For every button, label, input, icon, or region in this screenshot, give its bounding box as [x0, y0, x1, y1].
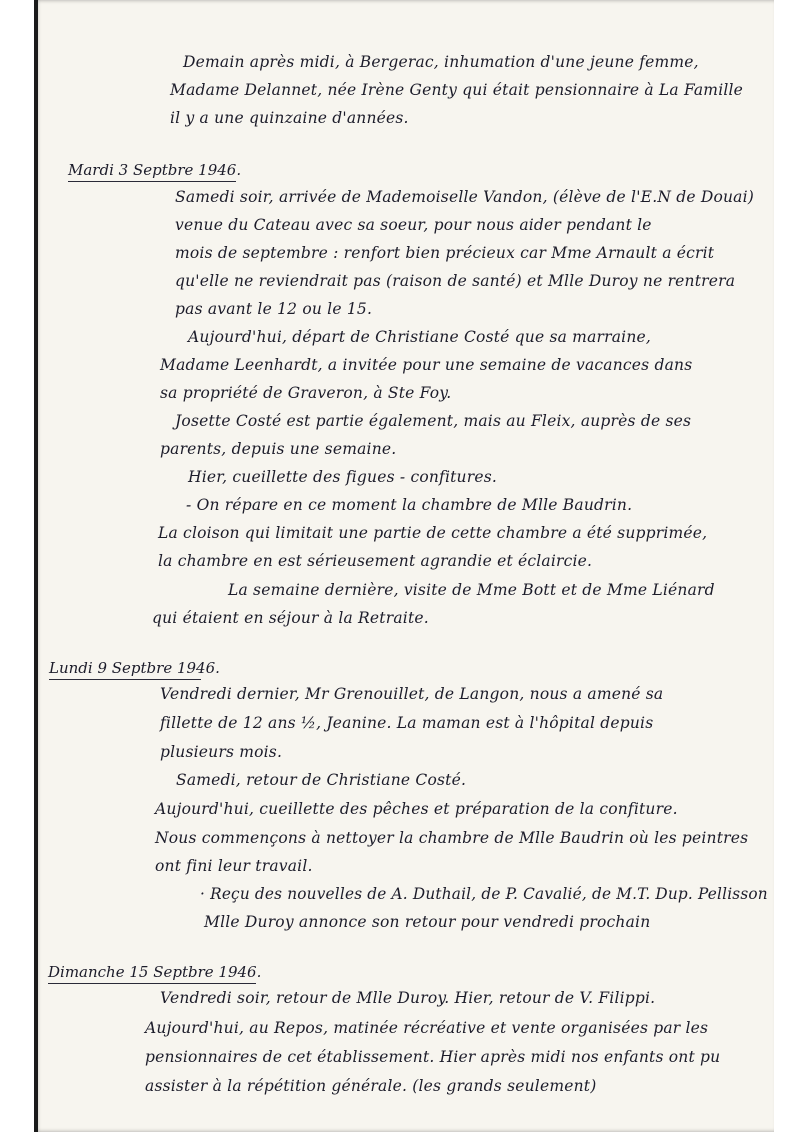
- entry-date: Dimanche 15 Septbre 1946.: [48, 963, 262, 981]
- entry-date: Lundi 9 Septbre 1946.: [49, 659, 220, 677]
- text-line: Samedi, retour de Christiane Costé.: [176, 771, 467, 789]
- text-line: fillette de 12 ans ½, Jeanine. La maman est à l'hôpital depuis: [160, 714, 654, 732]
- text-line: Madame Delannet, née Irène Genty qui était pensionnaire à La Famille: [170, 81, 744, 99]
- date-underline: [49, 679, 201, 680]
- text-line: qu'elle ne reviendrait pas (raison de santé) et Mlle Duroy ne rentrera: [175, 272, 736, 290]
- text-line: ont fini leur travail.: [155, 857, 313, 875]
- text-line: sa propriété de Graveron, à Ste Foy.: [160, 384, 452, 402]
- text-line: Aujourd'hui, cueillette des pêches et préparation de la confiture.: [155, 800, 678, 818]
- text-line: Samedi soir, arrivée de Mademoiselle Vandon, (élève de l'E.N de Douai): [175, 188, 755, 206]
- text-line: assister à la répétition générale. (les grands seulement): [145, 1077, 597, 1095]
- date-underline: [68, 181, 236, 182]
- text-line: parents, depuis une semaine.: [160, 440, 397, 458]
- text-line: venue du Cateau avec sa soeur, pour nous aider pendant le: [175, 216, 652, 234]
- text-line: la chambre en est sérieusement agrandie et éclaircie.: [158, 552, 593, 570]
- text-line: Mlle Duroy annonce son retour pour vendredi prochain: [204, 913, 651, 931]
- text-line: pas avant le 12 ou le 15.: [175, 300, 373, 318]
- text-line: - On répare en ce moment la chambre de Mlle Baudrin.: [186, 496, 633, 514]
- text-line: Aujourd'hui, départ de Christiane Costé que sa marraine,: [188, 328, 652, 346]
- text-line: · Reçu des nouvelles de A. Duthail, de P. Cavalié, de M.T. Dup. Pellisson: [200, 885, 768, 903]
- text-line: Demain après midi, à Bergerac, inhumation d'une jeune femme,: [183, 53, 699, 71]
- text-line: il y a une quinzaine d'années.: [170, 109, 409, 127]
- text-line: Madame Leenhardt, a invitée pour une semaine de vacances dans: [160, 356, 693, 374]
- text-line: plusieurs mois.: [160, 743, 283, 761]
- date-underline: [48, 983, 256, 984]
- scan-margin-right: [774, 0, 800, 1132]
- text-line: qui étaient en séjour à la Retraite.: [152, 609, 429, 627]
- text-line: mois de septembre : renfort bien précieux car Mme Arnault a écrit: [175, 244, 715, 262]
- text-line: pensionnaires de cet établissement. Hier après midi nos enfants ont pu: [145, 1048, 721, 1066]
- text-line: Hier, cueillette des figues - confitures.: [188, 468, 498, 486]
- text-line: La cloison qui limitait une partie de cette chambre a été supprimée,: [158, 524, 708, 542]
- text-line: Vendredi soir, retour de Mlle Duroy. Hier, retour de V. Filippi.: [160, 989, 656, 1007]
- text-line: Vendredi dernier, Mr Grenouillet, de Langon, nous a amené sa: [160, 685, 664, 703]
- text-line: Aujourd'hui, au Repos, matinée récréative et vente organisées par les: [145, 1019, 709, 1037]
- text-line: Josette Costé est partie également, mais au Fleix, auprès de ses: [175, 412, 692, 430]
- text-line: La semaine dernière, visite de Mme Bott et de Mme Liénard: [228, 581, 715, 599]
- scan-margin-left: [0, 0, 34, 1132]
- entry-date: Mardi 3 Septbre 1946.: [68, 161, 242, 179]
- text-line: Nous commençons à nettoyer la chambre de Mlle Baudrin où les peintres: [155, 829, 749, 847]
